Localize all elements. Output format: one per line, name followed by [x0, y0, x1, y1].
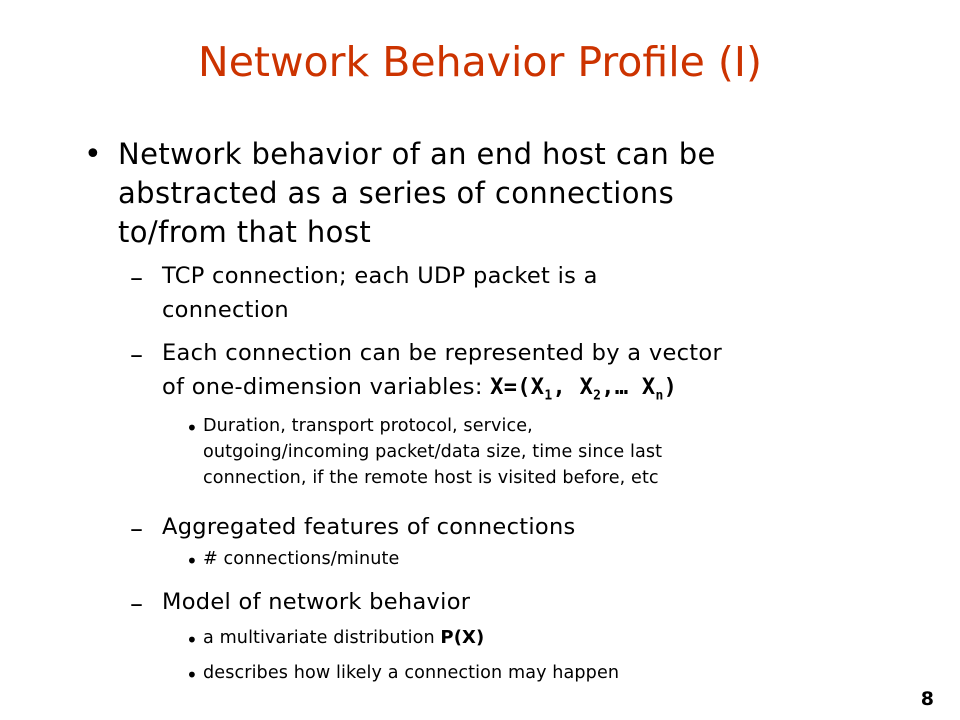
formula-part: ): [663, 375, 678, 400]
sub-bullet-text-prefix: of one-dimension variables:: [162, 374, 491, 400]
vector-formula: [490, 375, 678, 404]
bullet-text-line: abstracted as a series of connections: [118, 176, 675, 210]
formula-subscript: 2: [593, 388, 602, 404]
sub-bullet-text-line: Model of network behavior: [162, 589, 471, 615]
bullet-text-line: to/from that host: [118, 215, 372, 249]
sub-bullet-dash: –: [130, 589, 143, 619]
detail-bullet-marker: •: [186, 628, 198, 652]
formula-subscript: 1: [544, 388, 553, 404]
detail-text-prefix: a multivariate distribution: [203, 628, 441, 648]
formula-part: , X: [552, 375, 594, 400]
detail-text-line: outgoing/incoming packet/data size, time since last: [203, 442, 663, 462]
distribution-formula: P(X): [440, 627, 485, 648]
sub-bullet-text-line: connection: [162, 297, 289, 323]
sub-bullet-dash: –: [130, 514, 143, 544]
detail-text-line: Duration, transport protocol, service,: [203, 416, 533, 436]
formula-part: X=(X: [490, 375, 545, 400]
formula-part: ,… X: [601, 375, 656, 400]
detail-text-line: describes how likely a connection may happen: [203, 663, 620, 683]
detail-bullet-marker: •: [186, 416, 198, 440]
sub-bullet-dash: –: [130, 340, 143, 370]
sub-bullet-dash: –: [130, 263, 143, 293]
bullet-text-line: Network behavior of an end host can be: [118, 137, 716, 171]
sub-bullet-text-line-with-formula: [162, 371, 677, 412]
formula-subscript: n: [655, 388, 664, 404]
slide-title: Network Behavior Profile (I): [198, 38, 762, 86]
sub-bullet-text-line: Each connection can be represented by a vector: [162, 340, 723, 366]
bullet-marker: •: [84, 137, 102, 172]
sub-bullet-text-line: TCP connection; each UDP packet is a: [162, 263, 598, 289]
detail-bullet-marker: •: [186, 663, 198, 687]
page-number: 8: [920, 688, 934, 710]
sub-bullet-text-line: Aggregated features of connections: [162, 514, 576, 540]
detail-text-line: # connections/minute: [203, 549, 400, 569]
detail-text-line: connection, if the remote host is visited before, etc: [203, 468, 659, 488]
detail-text-line-with-formula: [203, 625, 484, 651]
detail-bullet-marker: •: [186, 549, 198, 573]
